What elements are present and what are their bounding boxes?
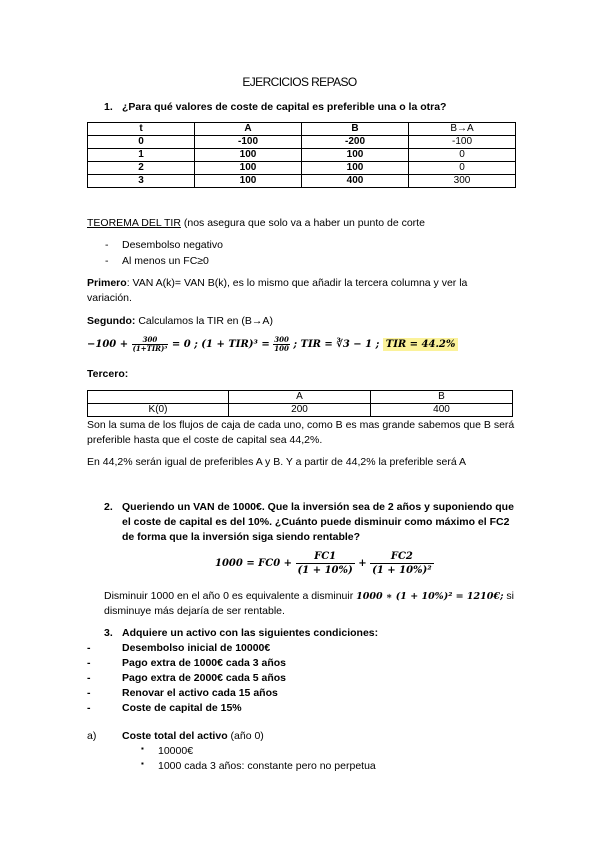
table-header-cell: B xyxy=(371,391,513,404)
segundo-line xyxy=(87,315,273,327)
table-cell: 1 xyxy=(88,149,195,162)
table-row xyxy=(88,149,516,162)
list-item: Pago extra de 2000€ cada 5 años xyxy=(122,672,287,684)
explanation-line-1: Son la suma de los flujos de caja de cada uno, como B es mas grande sabemos que B será xyxy=(87,419,515,431)
bullet-dash: - xyxy=(87,687,91,699)
table-row xyxy=(88,175,516,188)
table-cell: 0 xyxy=(409,149,516,162)
primero-text: : VAN A(k)= VAN B(k), es lo mismo que añadir la tercera columna y ver la xyxy=(126,277,468,289)
table-header-cell: t xyxy=(88,123,195,136)
fraction-numerator: FC2 xyxy=(370,550,434,564)
tercero-label: Tercero: xyxy=(87,368,129,380)
primero-line xyxy=(87,277,467,289)
q1-question: ¿Para qué valores de coste de capital es preferible una o la otra? xyxy=(122,101,447,113)
theorem-line xyxy=(87,217,425,229)
q1-number: 1. xyxy=(104,101,113,113)
table-cell: 0 xyxy=(409,162,516,175)
table-cell: 100 xyxy=(195,175,302,188)
theorem-text: (nos asegura que solo va a haber un punto de corte xyxy=(180,217,425,229)
fc2-fraction xyxy=(370,550,434,577)
fraction-numerator: 300 xyxy=(274,335,289,344)
q2-answer-line-1 xyxy=(104,590,514,602)
van-equation xyxy=(215,550,434,577)
list-item: Pago extra de 1000€ cada 3 años xyxy=(122,657,287,669)
k0-table xyxy=(87,390,513,417)
table-cell: 0 xyxy=(88,136,195,149)
tir-result-highlight: TIR = 44.2% xyxy=(383,338,459,351)
table-cell: 400 xyxy=(371,404,513,417)
eq-part-a: −100 + xyxy=(87,339,129,350)
table-cell: 2 xyxy=(88,162,195,175)
primero-label: Primero xyxy=(87,277,127,289)
table-cell: -100 xyxy=(195,136,302,149)
page-title: EJERCICIOS REPASO xyxy=(242,75,357,89)
table-header-cell: A xyxy=(195,123,302,136)
q2-line-3: de forma que la inversión siga siendo rentable? xyxy=(122,531,361,543)
table-cell: 3 xyxy=(88,175,195,188)
table-header-cell xyxy=(88,391,229,404)
table-cell: 100 xyxy=(195,149,302,162)
q2-line-1: Queriendo un VAN de 1000€. Que la inversión sea de 2 años y suponiendo que xyxy=(122,501,514,513)
table-header-cell: A xyxy=(229,391,371,404)
bullet-dash: - xyxy=(87,672,91,684)
bullet-dash: - xyxy=(105,239,109,251)
q1-table xyxy=(87,122,516,188)
table-cell: 300 xyxy=(409,175,516,188)
eq-left: 1000 = FC0 + xyxy=(215,558,293,569)
eq-part-c: ; TIR = ∛3 − 1 ; xyxy=(293,339,380,350)
fc1-fraction xyxy=(296,550,355,577)
q2-answer-line-2: disminuye más dejaría de ser rentable. xyxy=(104,605,285,617)
list-item: Al menos un FC≥0 xyxy=(122,255,209,267)
table-row xyxy=(88,404,513,417)
sub-a-label: a) xyxy=(87,730,97,742)
list-item: Renovar el activo cada 15 años xyxy=(122,687,278,699)
fraction-numerator: FC1 xyxy=(296,550,355,564)
table-cell: -200 xyxy=(302,136,409,149)
q3-question: Adquiere un activo con las siguientes condiciones: xyxy=(122,627,379,639)
eq-part-b: = 0 ; (1 + TIR)³ = xyxy=(171,339,270,350)
bullet-dash: - xyxy=(87,702,91,714)
fraction-denominator: (1 + 10%) xyxy=(297,565,353,576)
fraction-denominator: (1 + 10%)² xyxy=(372,565,432,576)
fraction-denominator: (1+TIR)³ xyxy=(132,344,168,353)
answer-text-end: si xyxy=(503,590,514,602)
q3-number: 3. xyxy=(104,627,113,639)
theorem-title: TEOREMA DEL TIR xyxy=(87,217,181,229)
q2-line-2: el coste de capital es del 10%. ¿Cuánto puede disminuir como máximo el FC2 xyxy=(122,516,510,528)
fraction-numerator: 300 xyxy=(132,336,169,345)
segundo-text: Calculamos la TIR en (B→A) xyxy=(135,315,273,327)
fraction-denominator: 100 xyxy=(274,344,289,353)
list-item: 1000 cada 3 años: constante pero no perpetua xyxy=(158,760,376,772)
sub-a-bold: Coste total del activo xyxy=(122,730,228,742)
sub-a-heading xyxy=(122,730,264,742)
table-cell: 100 xyxy=(302,162,409,175)
table-header-cell: B→A xyxy=(409,123,516,136)
eq-fraction-1 xyxy=(132,336,169,353)
table-cell: K(0) xyxy=(88,404,229,417)
table-cell: 100 xyxy=(302,149,409,162)
eq-fraction-2 xyxy=(273,336,290,353)
conclusion-paragraph: En 44,2% serán igual de preferibles A y B. Y a partir de 44,2% la preferible será A xyxy=(87,456,467,468)
bullet-dot: ▪ xyxy=(141,744,144,753)
explanation-line-2: preferible hasta que el coste de capital sea 44,2%. xyxy=(87,434,323,446)
q2-number: 2. xyxy=(104,501,113,513)
primero-text-2: variación. xyxy=(87,292,132,304)
bullet-dash: - xyxy=(87,642,91,654)
bullet-dot: ▪ xyxy=(141,759,144,768)
bullet-dash: - xyxy=(105,255,109,267)
segundo-label: Segundo: xyxy=(87,315,136,327)
answer-text: Disminuir 1000 en el año 0 es equivalente a disminuir xyxy=(104,590,357,602)
table-cell: 100 xyxy=(195,162,302,175)
table-cell: 200 xyxy=(229,404,371,417)
list-item: Coste de capital de 15% xyxy=(122,702,242,714)
table-cell: 400 xyxy=(302,175,409,188)
tir-equation xyxy=(87,336,458,353)
table-header-row xyxy=(88,123,516,136)
sub-a-rest: (año 0) xyxy=(227,730,264,742)
table-row xyxy=(88,136,516,149)
table-header-row xyxy=(88,391,513,404)
table-row xyxy=(88,162,516,175)
list-item: Desembolso inicial de 10000€ xyxy=(122,642,271,654)
table-header-cell: B xyxy=(302,123,409,136)
eq-plus: + xyxy=(358,558,367,569)
answer-math: 1000 ∗ (1 + 10%)² = 1210€; xyxy=(356,591,504,602)
list-item: Desembolso negativo xyxy=(122,239,223,251)
list-item: 10000€ xyxy=(158,745,194,757)
bullet-dash: - xyxy=(87,657,91,669)
table-cell: -100 xyxy=(409,136,516,149)
